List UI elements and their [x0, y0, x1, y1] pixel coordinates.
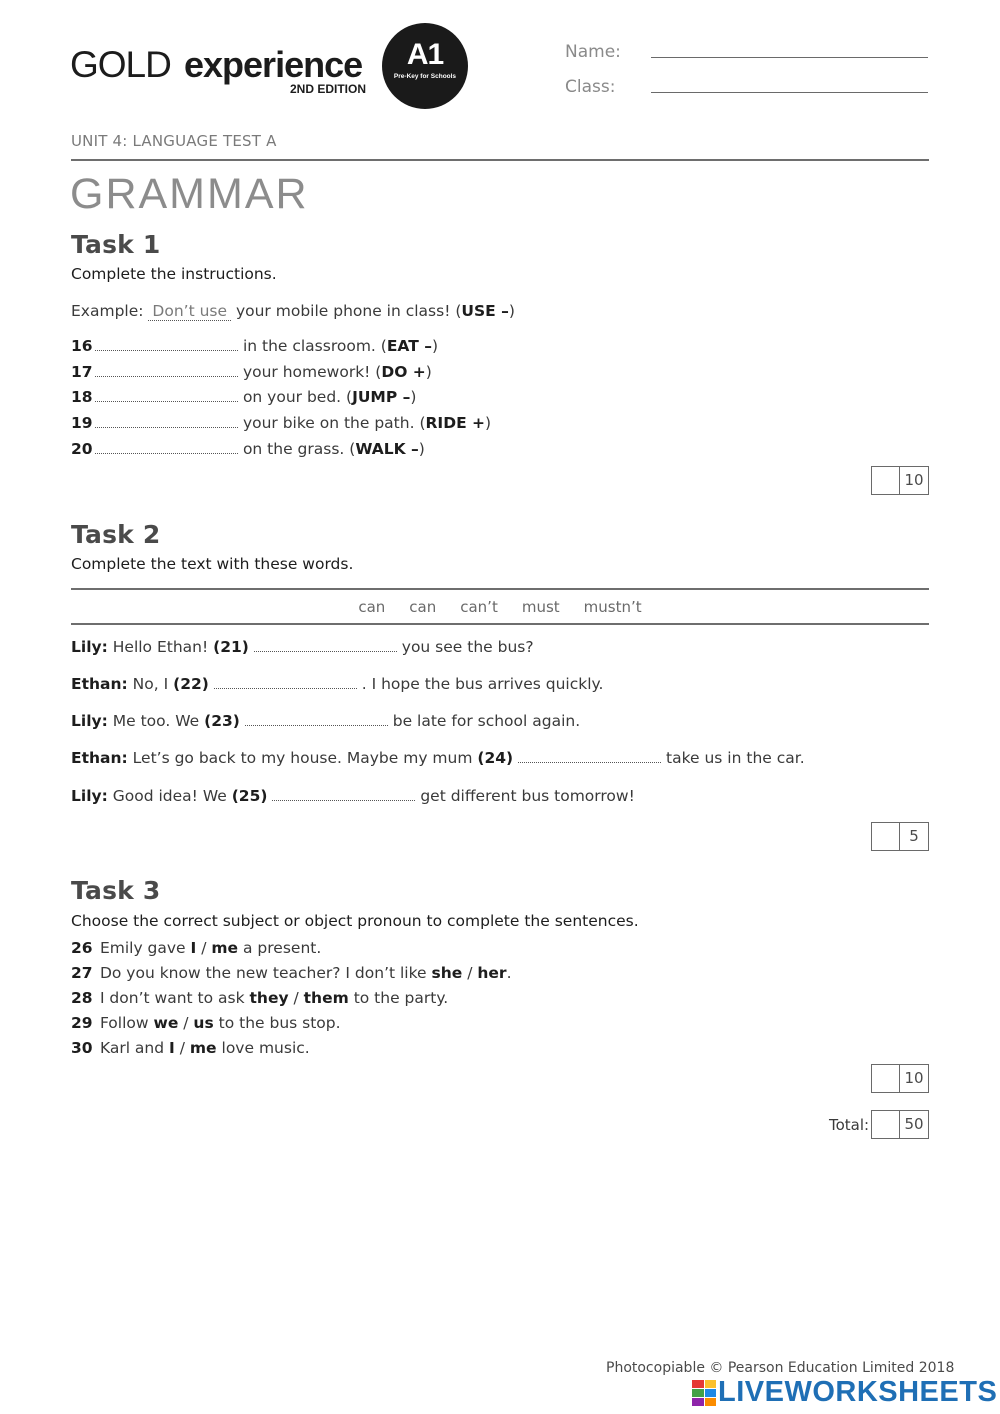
liveworksheets-logo-icon [692, 1380, 716, 1406]
item-number: 27 [71, 964, 93, 982]
item-number: 17 [71, 363, 93, 381]
pronoun-option-2[interactable]: them [303, 989, 349, 1007]
line-after: . I hope the bus arrives quickly. [361, 675, 604, 693]
task3-item: 28 I don’t want to ask they / them to the party. [71, 989, 449, 1007]
item-close: ) [485, 414, 492, 432]
example-answer: Don’t use [148, 302, 231, 321]
task1-example [71, 302, 515, 321]
header-divider [71, 159, 929, 161]
level-text: A1 [406, 38, 444, 71]
answer-blank-18[interactable] [95, 388, 238, 402]
task3-item: 29 Follow we / us to the bus stop. [71, 1014, 341, 1032]
item-before: Do you know the new teacher? I don’t like [99, 964, 427, 982]
task1-item [71, 388, 416, 406]
line-before: Me too. We [112, 712, 200, 730]
unit-title: UNIT 4: LANGUAGE TEST A [71, 132, 277, 150]
brand-experience-logo: experience [184, 44, 363, 85]
speaker: Lily: [71, 712, 108, 730]
item-before: Karl and [99, 1039, 165, 1057]
total-score-input[interactable] [872, 1111, 900, 1138]
item-close: ) [410, 388, 417, 406]
pronoun-option-2[interactable]: me [211, 939, 239, 957]
item-before: Follow [99, 1014, 149, 1032]
word-box-top-rule [71, 588, 929, 590]
item-close: ) [431, 337, 439, 355]
item-cue: EAT – [386, 337, 432, 355]
example-cue: USE – [461, 302, 509, 320]
line-before: Let’s go back to my house. Maybe my mum [132, 749, 473, 767]
item-text: on the grass. ( [242, 440, 356, 458]
task1-score-box [871, 466, 929, 495]
pronoun-option-2[interactable]: us [193, 1014, 214, 1032]
word-option: mustn’t [583, 598, 642, 616]
level-badge [382, 23, 468, 109]
line-before: No, I [132, 675, 169, 693]
word-option: can’t [460, 598, 498, 616]
copyright-notice: Photocopiable © Pearson Education Limited 2018 [606, 1360, 955, 1376]
line-after: take us in the car. [666, 749, 805, 767]
example-close: ) [508, 302, 515, 320]
answer-blank-25[interactable] [272, 787, 415, 801]
item-text: your homework! ( [242, 363, 382, 381]
item-close: ) [425, 363, 432, 381]
section-title: GRAMMAR [70, 170, 309, 218]
item-after: to the bus stop. [218, 1014, 341, 1032]
answer-blank-19[interactable] [95, 414, 238, 428]
brand-gold-logo: GOLD [70, 44, 171, 85]
class-field[interactable] [651, 92, 928, 93]
level-subtitle: Pre-Key for Schools [393, 73, 457, 80]
example-prefix: Example: [71, 302, 144, 320]
word-box-bottom-rule [71, 623, 929, 625]
word-option: can [358, 598, 386, 616]
pronoun-option-1[interactable]: they [249, 989, 289, 1007]
item-before: Emily gave [99, 939, 186, 957]
pronoun-option-1[interactable]: she [431, 964, 463, 982]
item-after: love music. [221, 1039, 310, 1057]
watermark-text: LIVEWORKSHEETS [718, 1376, 998, 1408]
score-input[interactable] [872, 823, 900, 850]
edition-label: 2ND EDITION [289, 82, 366, 96]
item-number: 29 [71, 1014, 93, 1032]
item-text: on your bed. ( [242, 388, 353, 406]
dialogue-line [71, 749, 805, 767]
item-cue: DO + [381, 363, 426, 381]
task3-item: 26 Emily gave I / me a present. [71, 939, 322, 957]
total-label: Total: [829, 1116, 870, 1134]
speaker: Ethan: [71, 749, 128, 767]
task1-item [71, 414, 491, 432]
gap-number: (23) [204, 712, 240, 730]
answer-blank-22[interactable] [214, 675, 357, 689]
score-max: 10 [904, 1069, 924, 1087]
score-input[interactable] [872, 467, 900, 494]
item-after: to the party. [353, 989, 449, 1007]
dialogue-line [71, 712, 580, 730]
score-max: 5 [909, 827, 919, 845]
task2-instruction: Complete the text with these words. [71, 555, 354, 573]
line-after: get different bus tomorrow! [420, 787, 635, 805]
task1-item [71, 337, 438, 355]
word-option: can [409, 598, 437, 616]
item-text: in the classroom. ( [242, 337, 387, 355]
item-number: 19 [71, 414, 93, 432]
answer-blank-24[interactable] [518, 749, 661, 763]
score-max: 10 [904, 471, 924, 489]
total-max: 50 [904, 1115, 924, 1133]
item-number: 18 [71, 388, 93, 406]
name-label: Name: [565, 42, 621, 62]
pronoun-option-1[interactable]: I [169, 1039, 175, 1057]
pronoun-option-2[interactable]: her [477, 964, 507, 982]
item-cue: WALK – [355, 440, 419, 458]
task3-score-box [871, 1064, 929, 1093]
line-before: Hello Ethan! [112, 638, 209, 656]
gap-number: (22) [173, 675, 209, 693]
line-after: be late for school again. [392, 712, 581, 730]
answer-blank-23[interactable] [245, 712, 388, 726]
task3-item: 30 Karl and I / me love music. [71, 1039, 310, 1057]
item-text: your bike on the path. ( [242, 414, 426, 432]
answer-blank-20[interactable] [95, 440, 238, 454]
answer-blank-17[interactable] [95, 363, 238, 377]
speaker: Lily: [71, 638, 108, 656]
line-after: you see the bus? [401, 638, 534, 656]
pronoun-option-2[interactable]: me [189, 1039, 217, 1057]
dialogue-line [71, 787, 635, 805]
line-before: Good idea! We [112, 787, 227, 805]
task1-title: Task 1 [71, 230, 161, 259]
answer-blank-16[interactable] [95, 337, 238, 351]
item-number: 30 [71, 1039, 93, 1057]
dialogue-line [71, 675, 603, 693]
task3-instruction: Choose the correct subject or object pronoun to complete the sentences. [71, 912, 639, 930]
pronoun-option-1[interactable]: I [190, 939, 197, 957]
task3-item: 27 Do you know the new teacher? I don’t like she / her. [71, 964, 512, 982]
gap-number: (25) [231, 787, 268, 805]
class-label: Class: [565, 77, 616, 97]
gap-number: (24) [477, 749, 514, 767]
total-score-box [871, 1110, 929, 1139]
item-number: 28 [71, 989, 93, 1007]
example-text: your mobile phone in class! ( [235, 302, 462, 320]
item-number: 26 [71, 939, 93, 957]
task3-title: Task 3 [71, 876, 161, 905]
pronoun-option-1[interactable]: we [153, 1014, 179, 1032]
task2-score-box [871, 822, 929, 851]
word-option: must [521, 598, 560, 616]
item-number: 16 [71, 337, 93, 355]
task2-title: Task 2 [71, 520, 161, 549]
dialogue-line [71, 638, 534, 656]
liveworksheets-watermark [692, 1376, 997, 1409]
item-after: a present. [243, 939, 322, 957]
item-cue: RIDE + [425, 414, 486, 432]
task1-instruction: Complete the instructions. [71, 265, 277, 283]
item-before: I don’t want to ask [99, 989, 245, 1007]
answer-blank-21[interactable] [254, 638, 397, 652]
speaker: Ethan: [71, 675, 128, 693]
item-number: 20 [71, 440, 93, 458]
task1-item [71, 363, 432, 381]
item-close: ) [418, 440, 425, 458]
name-field[interactable] [651, 57, 928, 58]
word-box [71, 598, 929, 616]
speaker: Lily: [71, 787, 108, 805]
item-after: . [506, 964, 512, 982]
score-input[interactable] [872, 1065, 900, 1092]
task1-item [71, 440, 425, 458]
item-cue: JUMP – [352, 388, 411, 406]
gap-number: (21) [213, 638, 249, 656]
